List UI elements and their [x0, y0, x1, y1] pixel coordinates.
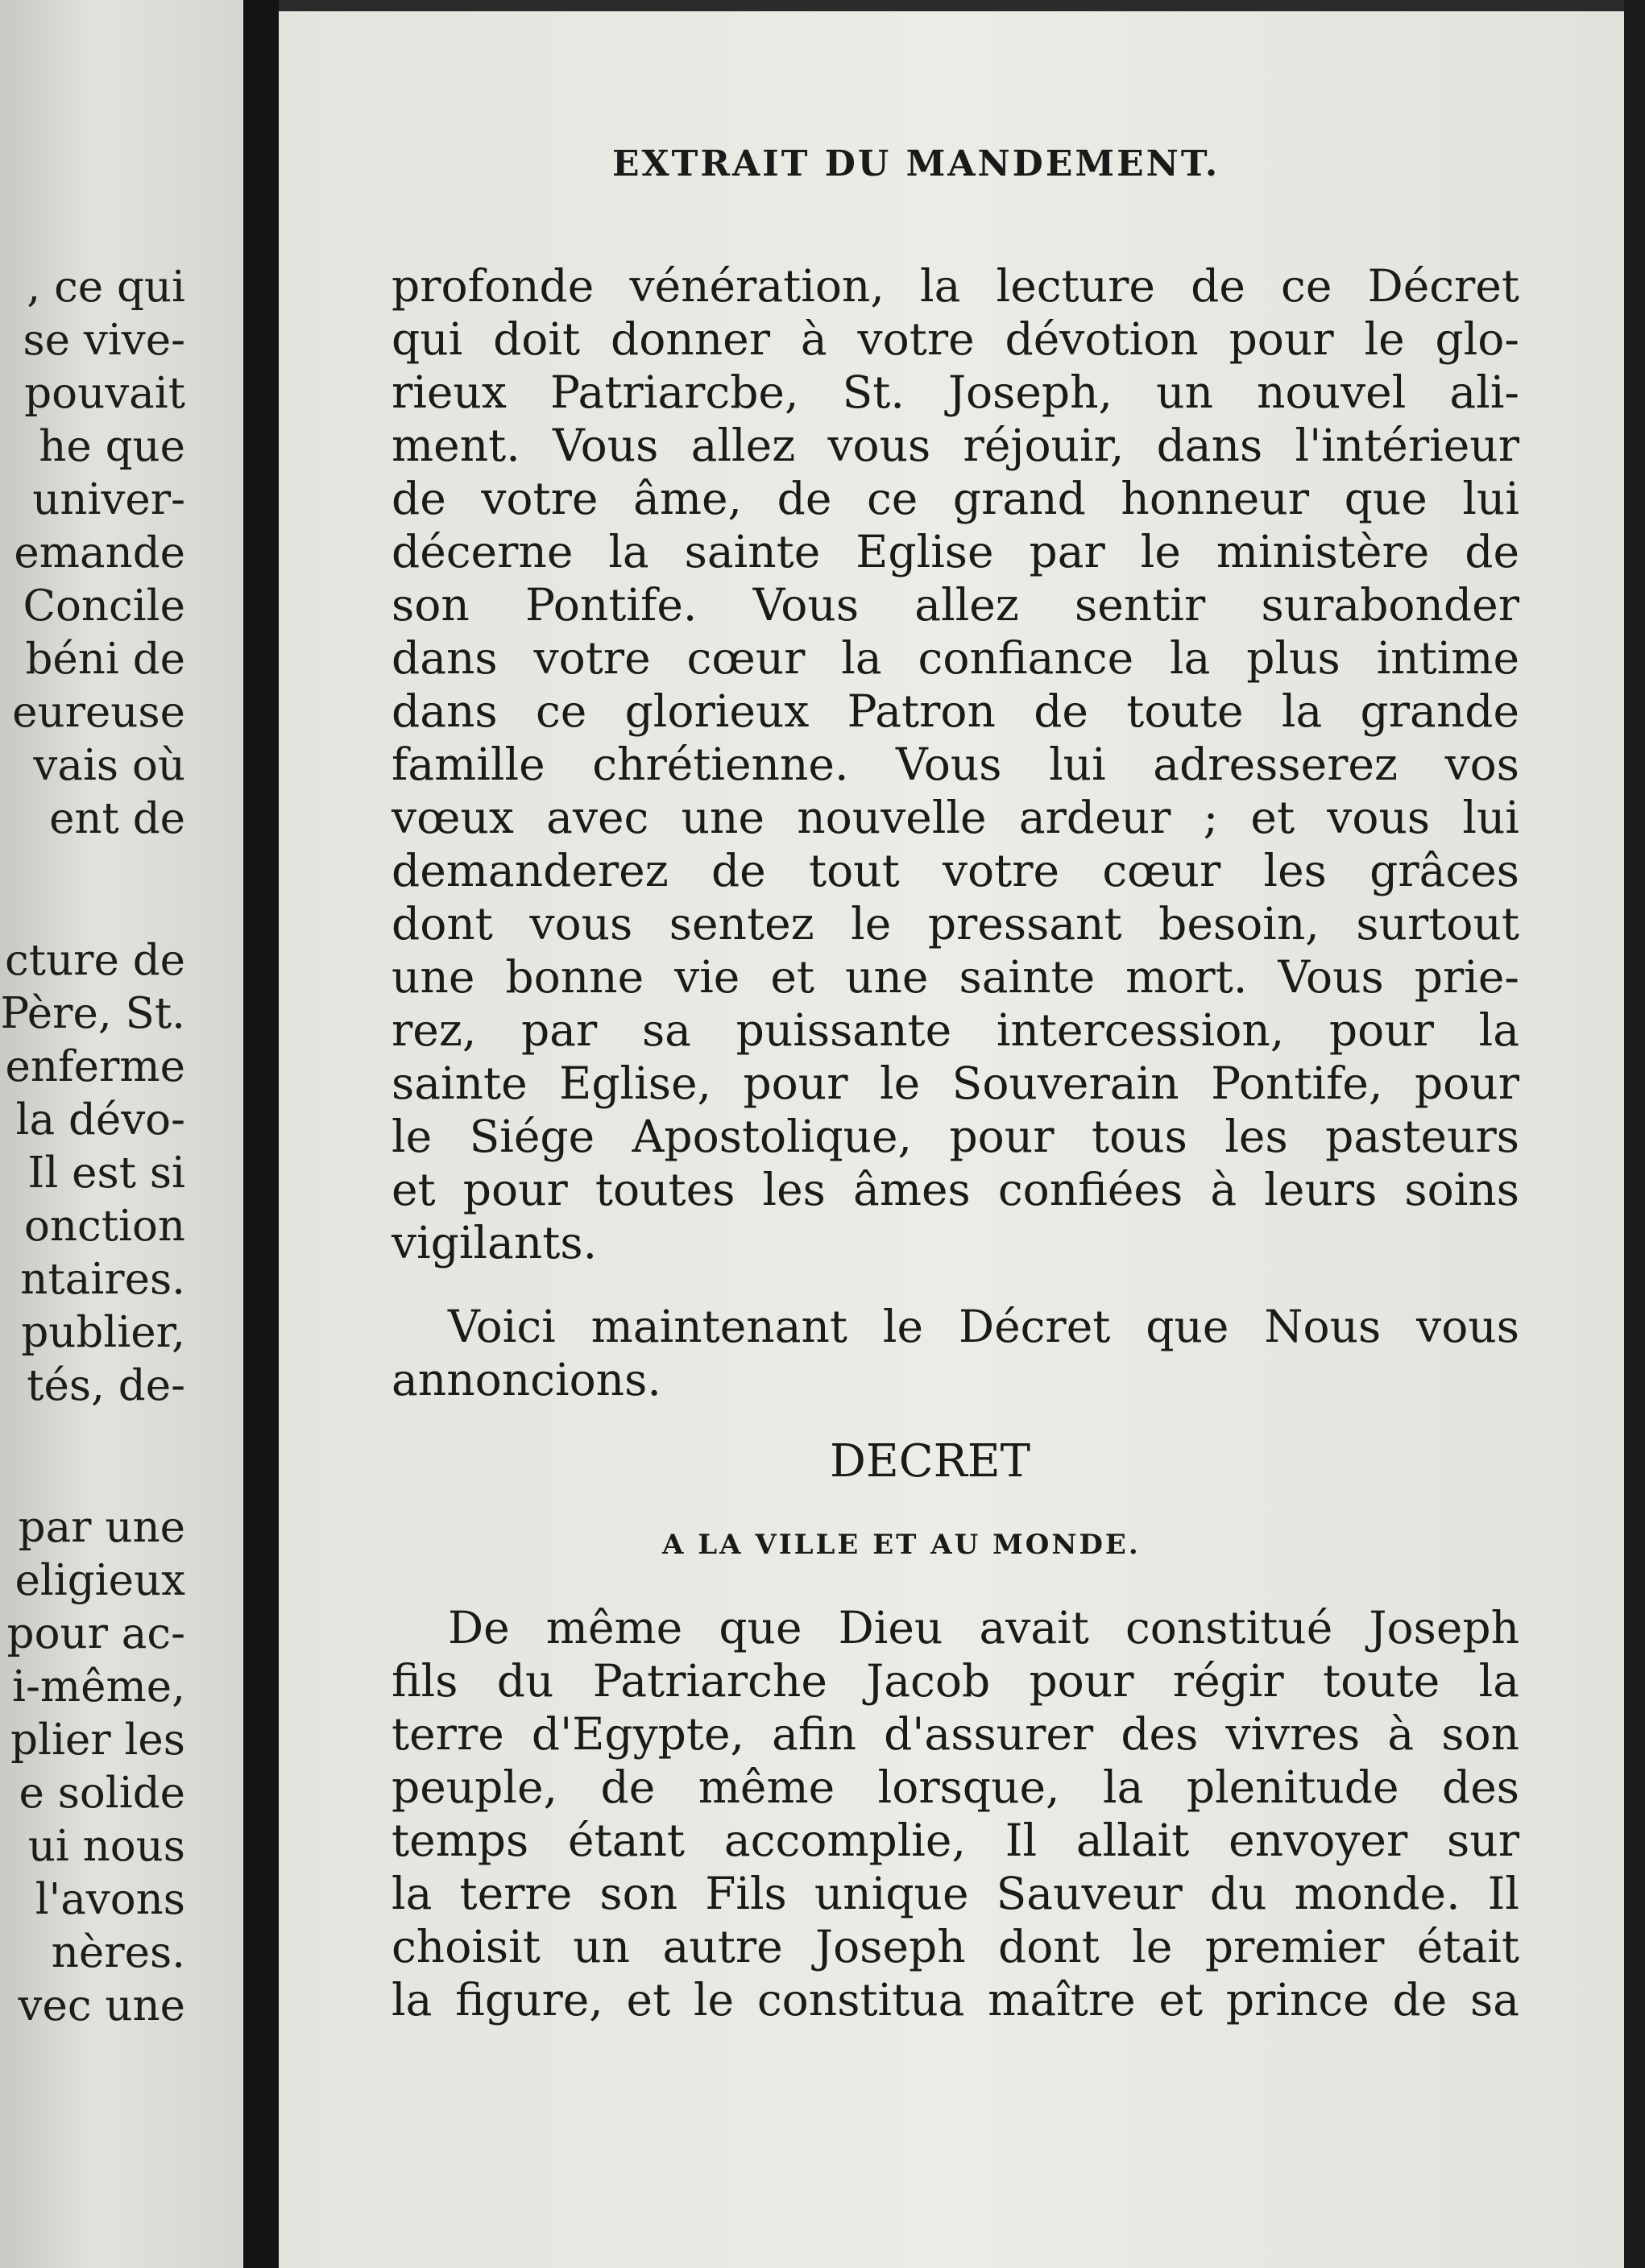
- body-line: choisit un autre Joseph dont le premier était: [392, 1921, 1519, 1972]
- body-line: dont vous sentez le pressant besoin, surtout: [392, 898, 1519, 950]
- facing-page-line: eureuse: [12, 688, 185, 737]
- body-line: annoncions.: [392, 1354, 661, 1405]
- body-line: rez, par sa puissante intercession, pour la: [392, 1004, 1519, 1056]
- facing-page-line: vec une: [18, 1981, 185, 2030]
- decree-title: DECRET: [830, 1435, 1031, 1488]
- facing-page-line: se vive-: [23, 316, 185, 365]
- body-line: Voici maintenant le Décret que Nous vous: [448, 1301, 1519, 1352]
- facing-page-line: ent de: [49, 794, 185, 843]
- facing-page-line: vais où: [33, 741, 185, 790]
- body-line: peuple, de même lorsque, la plenitude des: [392, 1761, 1519, 1813]
- body-line: son Pontife. Vous allez sentir surabonder: [392, 579, 1519, 631]
- facing-page-line: ui nous: [27, 1822, 185, 1871]
- body-line: la terre son Fils unique Sauveur du monde. Il: [392, 1868, 1519, 1919]
- body-line: profonde vénération, la lecture de ce Décret: [392, 260, 1519, 312]
- facing-page-line: tés, de-: [27, 1361, 185, 1410]
- facing-page-line: par une: [18, 1503, 185, 1552]
- facing-page-line: ntaires.: [20, 1255, 185, 1304]
- body-line: famille chrétienne. Vous lui adresserez vos: [392, 739, 1519, 790]
- binding-gutter: [243, 0, 279, 2268]
- facing-page-line: onction: [23, 1202, 185, 1251]
- facing-page-line: béni de: [25, 635, 185, 684]
- facing-page-line: nères.: [51, 1928, 185, 1977]
- running-header: EXTRAIT DU MANDEMENT.: [612, 143, 1220, 184]
- body-line: demanderez de tout votre cœur les grâces: [392, 845, 1519, 896]
- body-line: qui doit donner à votre dévotion pour le glo-: [392, 313, 1519, 365]
- facing-page-line: e solide: [19, 1769, 185, 1818]
- body-line: dans votre cœur la confiance la plus intime: [392, 632, 1519, 684]
- body-line: et pour toutes les âmes confiées à leurs soins: [392, 1164, 1519, 1215]
- facing-page-line: pouvait: [24, 369, 185, 418]
- body-line: décerne la sainte Eglise par le ministère de: [392, 526, 1519, 577]
- body-line: vœux avec une nouvelle ardeur ; et vous lui: [392, 792, 1519, 843]
- facing-page-line: univer-: [32, 475, 185, 524]
- page-top-edge: [279, 0, 1645, 11]
- body-line: le Siége Apostolique, pour tous les pasteurs: [392, 1111, 1519, 1162]
- decree-subtitle: A LA VILLE ET AU MONDE.: [662, 1529, 1141, 1561]
- body-line: de votre âme, de ce grand honneur que lui: [392, 473, 1519, 524]
- body-line: De même que Dieu avait constitué Joseph: [448, 1602, 1519, 1653]
- body-line: vigilants.: [392, 1217, 598, 1269]
- body-line: la figure, et le constitua maître et prince de sa: [392, 1974, 1519, 2026]
- body-line: ment. Vous allez vous réjouir, dans l'intérieur: [392, 420, 1519, 471]
- body-line: rieux Patriarcbe, St. Joseph, un nouvel ali-: [392, 366, 1519, 418]
- facing-page-line: Concile: [23, 581, 185, 631]
- facing-page-fragment: [0, 0, 242, 2268]
- facing-page-line: he que: [39, 422, 185, 471]
- facing-page-line: eligieux: [15, 1556, 185, 1605]
- body-line: dans ce glorieux Patron de toute la grande: [392, 685, 1519, 737]
- facing-page-line: cture de: [5, 936, 185, 985]
- facing-page-line: Il est si: [27, 1148, 185, 1198]
- facing-page-line: l'avons: [35, 1875, 185, 1924]
- facing-page-line: pour ac-: [6, 1609, 185, 1658]
- facing-page-line: publier,: [21, 1308, 185, 1357]
- body-line: fils du Patriarche Jacob pour régir toute la: [392, 1655, 1519, 1707]
- body-line: une bonne vie et une sainte mort. Vous prie-: [392, 951, 1519, 1003]
- facing-page-line: la dévo-: [15, 1095, 185, 1144]
- facing-page-line: i-même,: [12, 1662, 185, 1711]
- facing-page-line: enferme: [5, 1042, 185, 1091]
- body-line: temps étant accomplie, Il allait envoyer sur: [392, 1815, 1519, 1866]
- facing-page-line: emande: [14, 528, 185, 577]
- body-line: sainte Eglise, pour le Souverain Pontife, pour: [392, 1057, 1519, 1109]
- facing-page-line: Père, St.: [0, 989, 185, 1038]
- facing-page-line: , ce qui: [27, 263, 185, 312]
- page-right-edge: [1624, 0, 1645, 2268]
- facing-page-line: plier les: [10, 1715, 185, 1765]
- body-line: terre d'Egypte, afin d'assurer des vivres à son: [392, 1708, 1519, 1760]
